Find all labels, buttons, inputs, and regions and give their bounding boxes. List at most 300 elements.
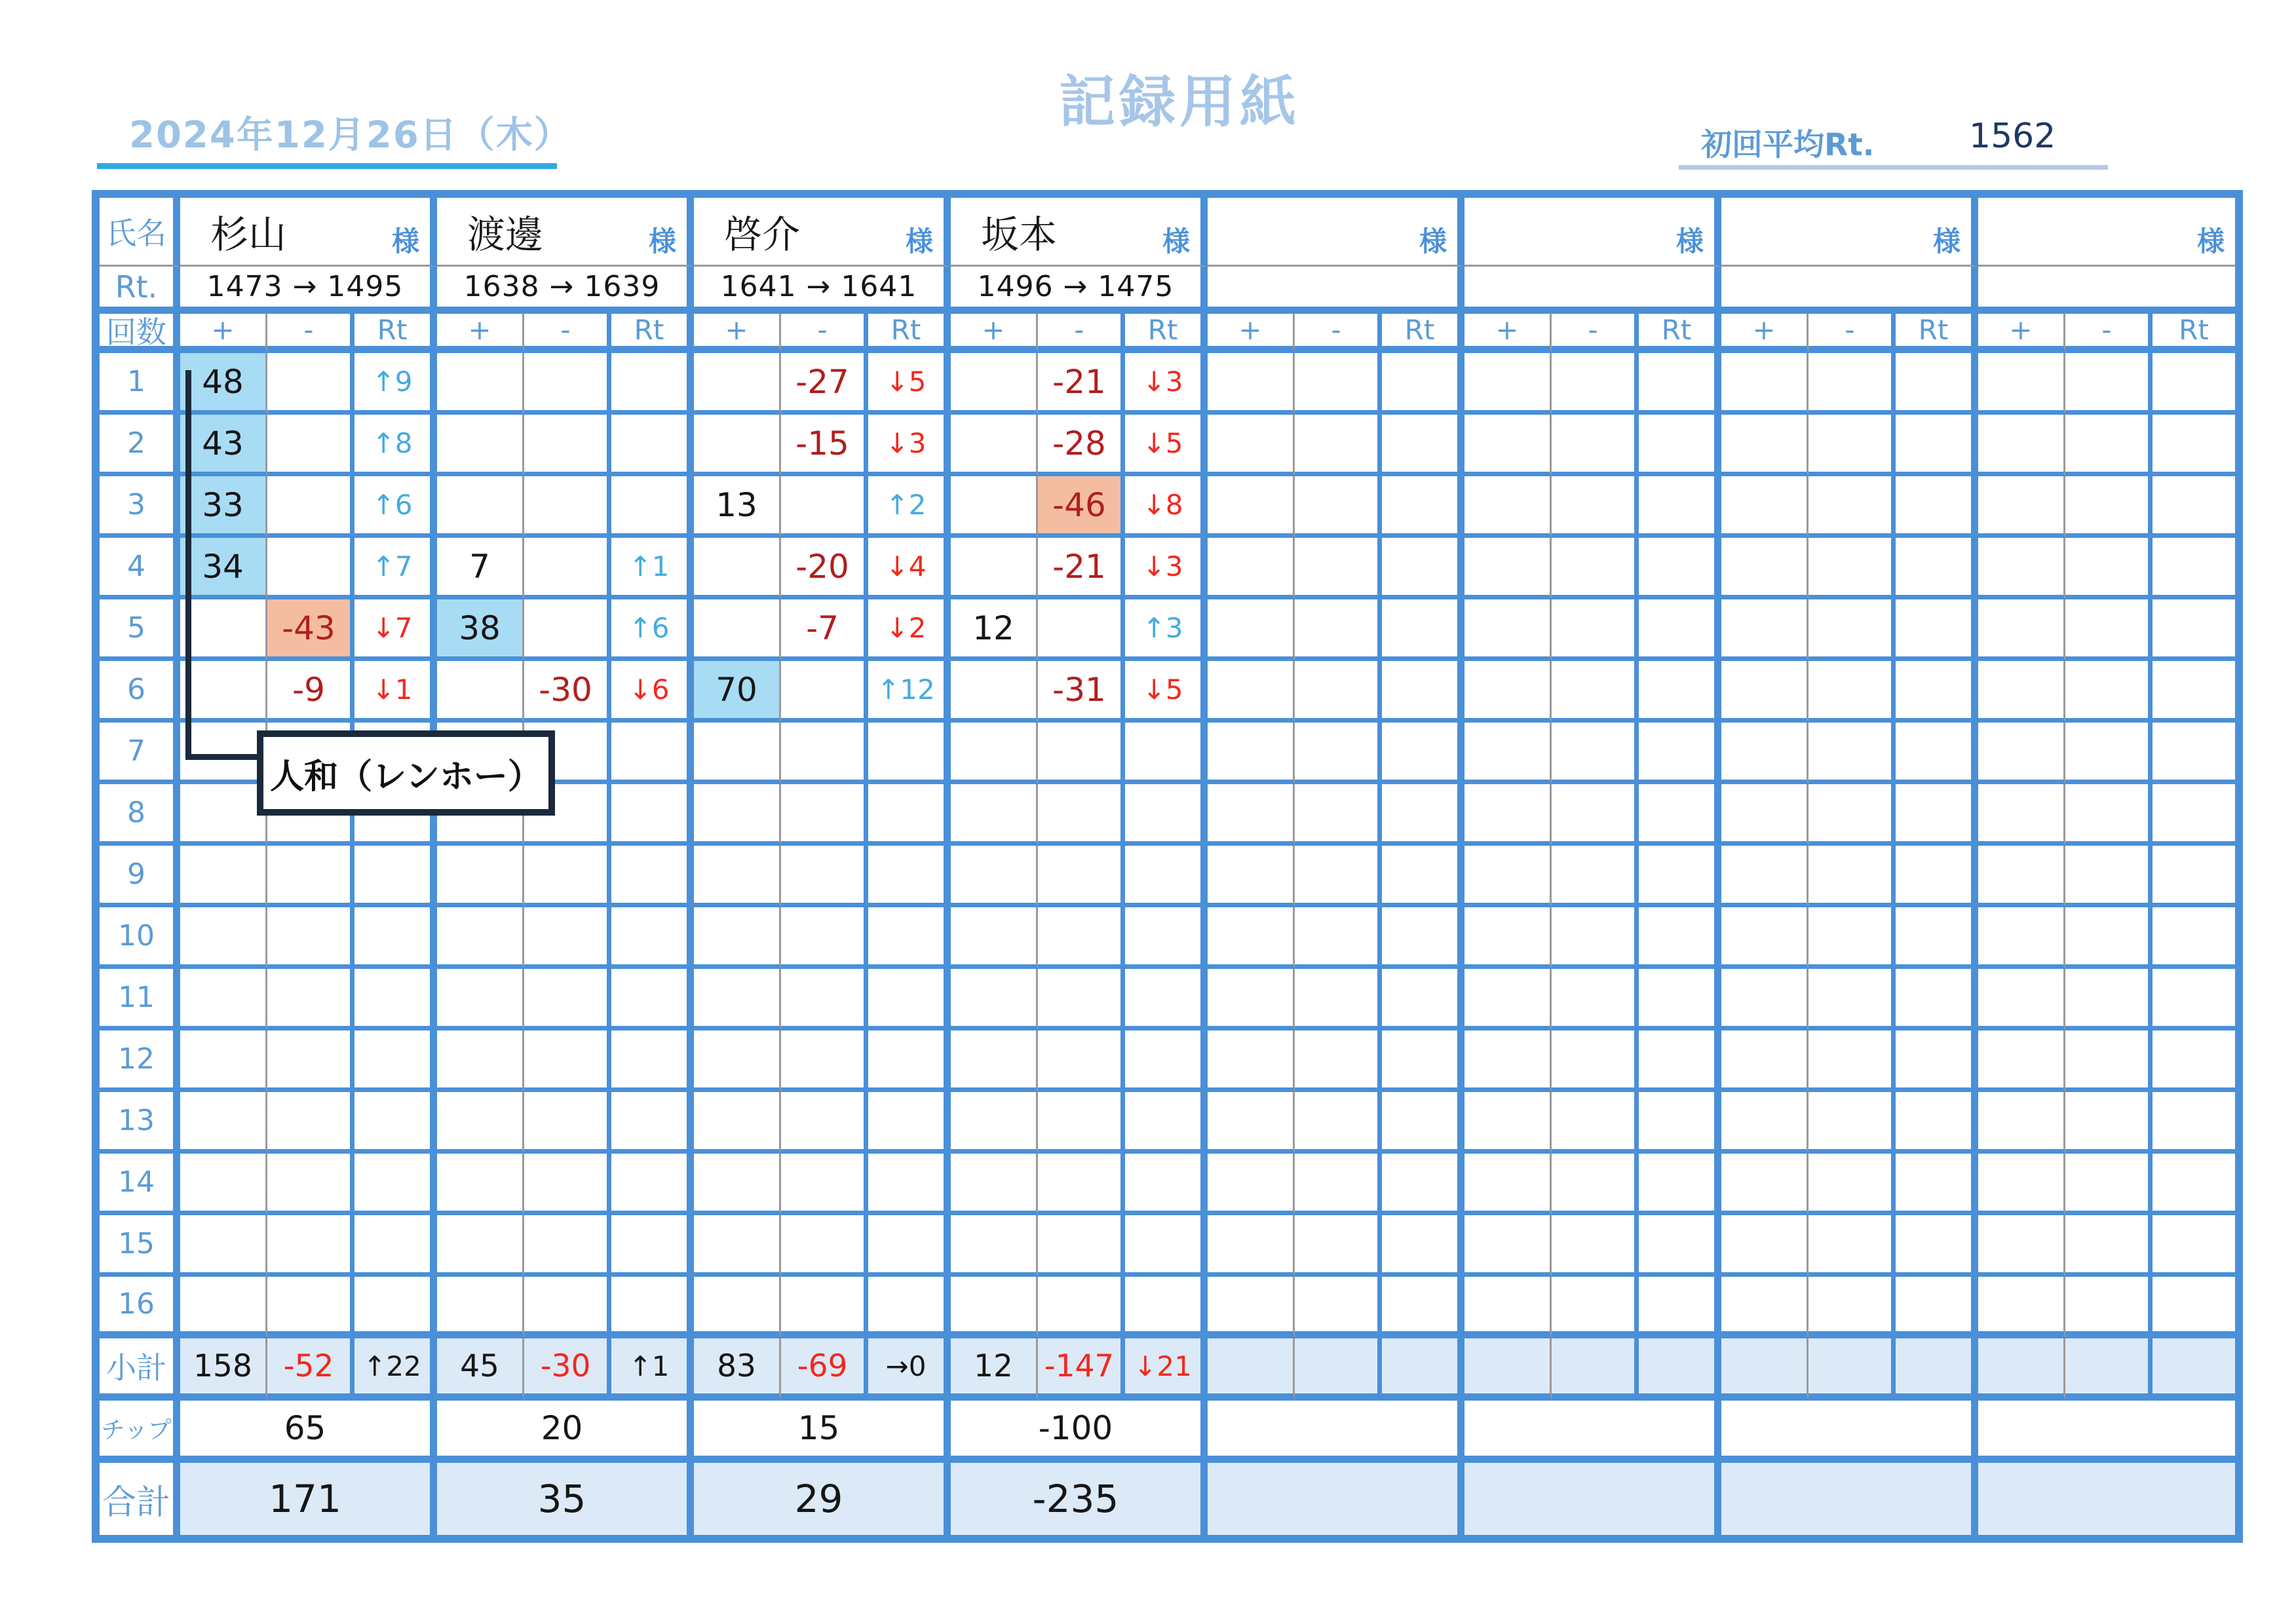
score-minus-r4-p6[interactable] [1552, 538, 1639, 599]
total-value-p2[interactable]: 35 [437, 1463, 694, 1535]
score-rt-r5-p7[interactable] [1896, 599, 1978, 661]
score-minus-r11-p4[interactable] [1038, 969, 1125, 1030]
score-minus-r16-p6[interactable] [1552, 1277, 1639, 1338]
score-rt-r11-p5[interactable] [1382, 969, 1464, 1030]
total-value-p6[interactable] [1464, 1463, 1721, 1535]
score-plus-r4-p7[interactable] [1721, 538, 1808, 599]
score-plus-r3-p4[interactable] [951, 476, 1038, 538]
score-rt-r1-p1[interactable]: ↑9 [354, 353, 437, 415]
score-minus-r11-p8[interactable] [2065, 969, 2152, 1030]
score-rt-r13-p8[interactable] [2152, 1092, 2235, 1154]
score-minus-r3-p3[interactable] [781, 476, 868, 538]
subtotal-plus-p5[interactable] [1208, 1338, 1295, 1401]
score-plus-r15-p7[interactable] [1721, 1215, 1808, 1277]
score-rt-r14-p7[interactable] [1896, 1154, 1978, 1215]
score-rt-r14-p4[interactable] [1125, 1154, 1208, 1215]
score-rt-r10-p3[interactable] [868, 907, 951, 969]
score-plus-r12-p5[interactable] [1208, 1030, 1295, 1092]
score-rt-r6-p3[interactable]: ↑12 [868, 661, 951, 723]
score-plus-r3-p1[interactable]: 33 [180, 476, 267, 538]
score-plus-r1-p8[interactable] [1978, 353, 2065, 415]
score-minus-r4-p5[interactable] [1295, 538, 1382, 599]
score-rt-r13-p4[interactable] [1125, 1092, 1208, 1154]
score-plus-r11-p3[interactable] [694, 969, 781, 1030]
score-plus-r7-p5[interactable] [1208, 723, 1295, 784]
score-plus-r3-p8[interactable] [1978, 476, 2065, 538]
score-plus-r12-p3[interactable] [694, 1030, 781, 1092]
score-minus-r11-p5[interactable] [1295, 969, 1382, 1030]
score-minus-r2-p7[interactable] [1808, 415, 1896, 476]
score-minus-r1-p3[interactable]: -27 [781, 353, 868, 415]
score-minus-r14-p1[interactable] [267, 1154, 354, 1215]
score-rt-r3-p3[interactable]: ↑2 [868, 476, 951, 538]
score-rt-r1-p5[interactable] [1382, 353, 1464, 415]
score-minus-r5-p3[interactable]: -7 [781, 599, 868, 661]
score-minus-r4-p3[interactable]: -20 [781, 538, 868, 599]
score-rt-r4-p8[interactable] [2152, 538, 2235, 599]
subtotal-minus-p1[interactable]: -52 [267, 1338, 354, 1401]
score-plus-r8-p6[interactable] [1464, 784, 1552, 846]
subtotal-plus-p3[interactable]: 83 [694, 1338, 781, 1401]
score-rt-r1-p3[interactable]: ↓5 [868, 353, 951, 415]
score-plus-r8-p7[interactable] [1721, 784, 1808, 846]
score-rt-r3-p6[interactable] [1639, 476, 1721, 538]
score-minus-r6-p1[interactable]: -9 [267, 661, 354, 723]
score-plus-r15-p4[interactable] [951, 1215, 1038, 1277]
score-minus-r2-p3[interactable]: -15 [781, 415, 868, 476]
score-minus-r8-p5[interactable] [1295, 784, 1382, 846]
player-rt-transition-4[interactable]: 1496 → 1475 [951, 267, 1208, 314]
score-minus-r7-p8[interactable] [2065, 723, 2152, 784]
score-minus-r12-p3[interactable] [781, 1030, 868, 1092]
score-plus-r12-p2[interactable] [437, 1030, 524, 1092]
score-minus-r13-p1[interactable] [267, 1092, 354, 1154]
score-plus-r6-p7[interactable] [1721, 661, 1808, 723]
subtotal-minus-p7[interactable] [1808, 1338, 1896, 1401]
score-minus-r13-p2[interactable] [524, 1092, 611, 1154]
score-plus-r1-p2[interactable] [437, 353, 524, 415]
score-minus-r15-p2[interactable] [524, 1215, 611, 1277]
score-minus-r10-p7[interactable] [1808, 907, 1896, 969]
score-plus-r15-p8[interactable] [1978, 1215, 2065, 1277]
score-plus-r9-p2[interactable] [437, 846, 524, 907]
score-plus-r10-p1[interactable] [180, 907, 267, 969]
score-plus-r3-p5[interactable] [1208, 476, 1295, 538]
score-minus-r7-p3[interactable] [781, 723, 868, 784]
score-rt-r14-p5[interactable] [1382, 1154, 1464, 1215]
score-plus-r16-p1[interactable] [180, 1277, 267, 1338]
score-rt-r2-p5[interactable] [1382, 415, 1464, 476]
score-minus-r6-p2[interactable]: -30 [524, 661, 611, 723]
score-minus-r6-p8[interactable] [2065, 661, 2152, 723]
score-plus-r5-p5[interactable] [1208, 599, 1295, 661]
score-plus-r16-p7[interactable] [1721, 1277, 1808, 1338]
score-minus-r11-p1[interactable] [267, 969, 354, 1030]
total-value-p3[interactable]: 29 [694, 1463, 951, 1535]
score-rt-r2-p8[interactable] [2152, 415, 2235, 476]
score-minus-r12-p2[interactable] [524, 1030, 611, 1092]
player-rt-transition-7[interactable] [1721, 267, 1978, 314]
score-rt-r6-p2[interactable]: ↓6 [611, 661, 694, 723]
score-minus-r9-p8[interactable] [2065, 846, 2152, 907]
score-minus-r4-p8[interactable] [2065, 538, 2152, 599]
score-rt-r8-p7[interactable] [1896, 784, 1978, 846]
subtotal-rt-p5[interactable] [1382, 1338, 1464, 1401]
score-plus-r16-p3[interactable] [694, 1277, 781, 1338]
score-minus-r3-p6[interactable] [1552, 476, 1639, 538]
score-minus-r12-p4[interactable] [1038, 1030, 1125, 1092]
score-plus-r2-p7[interactable] [1721, 415, 1808, 476]
score-plus-r13-p1[interactable] [180, 1092, 267, 1154]
score-rt-r8-p6[interactable] [1639, 784, 1721, 846]
score-rt-r15-p8[interactable] [2152, 1215, 2235, 1277]
score-minus-r3-p8[interactable] [2065, 476, 2152, 538]
score-rt-r6-p6[interactable] [1639, 661, 1721, 723]
score-rt-r10-p6[interactable] [1639, 907, 1721, 969]
score-minus-r12-p7[interactable] [1808, 1030, 1896, 1092]
score-plus-r9-p4[interactable] [951, 846, 1038, 907]
score-plus-r13-p6[interactable] [1464, 1092, 1552, 1154]
score-plus-r5-p8[interactable] [1978, 599, 2065, 661]
score-minus-r1-p5[interactable] [1295, 353, 1382, 415]
score-minus-r11-p7[interactable] [1808, 969, 1896, 1030]
total-value-p8[interactable] [1978, 1463, 2235, 1535]
score-minus-r13-p3[interactable] [781, 1092, 868, 1154]
score-rt-r9-p5[interactable] [1382, 846, 1464, 907]
score-minus-r7-p7[interactable] [1808, 723, 1896, 784]
score-rt-r4-p7[interactable] [1896, 538, 1978, 599]
score-minus-r3-p1[interactable] [267, 476, 354, 538]
score-plus-r5-p7[interactable] [1721, 599, 1808, 661]
subtotal-minus-p8[interactable] [2065, 1338, 2152, 1401]
score-rt-r12-p4[interactable] [1125, 1030, 1208, 1092]
score-minus-r2-p5[interactable] [1295, 415, 1382, 476]
score-rt-r3-p4[interactable]: ↓8 [1125, 476, 1208, 538]
score-minus-r8-p3[interactable] [781, 784, 868, 846]
score-rt-r13-p5[interactable] [1382, 1092, 1464, 1154]
score-rt-r7-p6[interactable] [1639, 723, 1721, 784]
score-plus-r12-p8[interactable] [1978, 1030, 2065, 1092]
score-rt-r15-p6[interactable] [1639, 1215, 1721, 1277]
score-rt-r4-p2[interactable]: ↑1 [611, 538, 694, 599]
subtotal-plus-p4[interactable]: 12 [951, 1338, 1038, 1401]
score-plus-r1-p7[interactable] [1721, 353, 1808, 415]
score-plus-r15-p2[interactable] [437, 1215, 524, 1277]
score-minus-r4-p1[interactable] [267, 538, 354, 599]
score-minus-r5-p8[interactable] [2065, 599, 2152, 661]
score-rt-r5-p8[interactable] [2152, 599, 2235, 661]
score-minus-r1-p2[interactable] [524, 353, 611, 415]
score-minus-r15-p6[interactable] [1552, 1215, 1639, 1277]
score-plus-r13-p7[interactable] [1721, 1092, 1808, 1154]
subtotal-minus-p4[interactable]: -147 [1038, 1338, 1125, 1401]
score-plus-r13-p8[interactable] [1978, 1092, 2065, 1154]
subtotal-plus-p6[interactable] [1464, 1338, 1552, 1401]
score-minus-r15-p7[interactable] [1808, 1215, 1896, 1277]
score-minus-r16-p4[interactable] [1038, 1277, 1125, 1338]
subtotal-plus-p7[interactable] [1721, 1338, 1808, 1401]
score-minus-r12-p8[interactable] [2065, 1030, 2152, 1092]
score-minus-r2-p1[interactable] [267, 415, 354, 476]
score-minus-r9-p2[interactable] [524, 846, 611, 907]
score-rt-r12-p3[interactable] [868, 1030, 951, 1092]
player-rt-transition-2[interactable]: 1638 → 1639 [437, 267, 694, 314]
score-rt-r5-p4[interactable]: ↑3 [1125, 599, 1208, 661]
score-plus-r2-p8[interactable] [1978, 415, 2065, 476]
subtotal-plus-p2[interactable]: 45 [437, 1338, 524, 1401]
score-plus-r16-p2[interactable] [437, 1277, 524, 1338]
score-plus-r1-p5[interactable] [1208, 353, 1295, 415]
score-rt-r9-p3[interactable] [868, 846, 951, 907]
score-minus-r1-p6[interactable] [1552, 353, 1639, 415]
score-plus-r9-p3[interactable] [694, 846, 781, 907]
chip-value-p4[interactable]: -100 [951, 1401, 1208, 1463]
score-minus-r2-p2[interactable] [524, 415, 611, 476]
score-plus-r1-p4[interactable] [951, 353, 1038, 415]
score-minus-r10-p6[interactable] [1552, 907, 1639, 969]
score-plus-r5-p6[interactable] [1464, 599, 1552, 661]
subtotal-plus-p8[interactable] [1978, 1338, 2065, 1401]
score-rt-r14-p1[interactable] [354, 1154, 437, 1215]
score-plus-r12-p4[interactable] [951, 1030, 1038, 1092]
score-plus-r16-p6[interactable] [1464, 1277, 1552, 1338]
player-rt-transition-6[interactable] [1464, 267, 1721, 314]
score-minus-r10-p8[interactable] [2065, 907, 2152, 969]
score-minus-r10-p5[interactable] [1295, 907, 1382, 969]
chip-value-p7[interactable] [1721, 1401, 1978, 1463]
score-rt-r9-p7[interactable] [1896, 846, 1978, 907]
total-value-p5[interactable] [1208, 1463, 1464, 1535]
score-rt-r7-p7[interactable] [1896, 723, 1978, 784]
score-rt-r16-p7[interactable] [1896, 1277, 1978, 1338]
score-rt-r9-p2[interactable] [611, 846, 694, 907]
score-plus-r13-p5[interactable] [1208, 1092, 1295, 1154]
player-name-cell-4[interactable] [951, 198, 1208, 267]
score-plus-r13-p4[interactable] [951, 1092, 1038, 1154]
subtotal-rt-p6[interactable] [1639, 1338, 1721, 1401]
score-rt-r10-p5[interactable] [1382, 907, 1464, 969]
score-rt-r9-p4[interactable] [1125, 846, 1208, 907]
score-rt-r14-p8[interactable] [2152, 1154, 2235, 1215]
player-rt-transition-8[interactable] [1978, 267, 2235, 314]
score-minus-r5-p7[interactable] [1808, 599, 1896, 661]
score-plus-r6-p8[interactable] [1978, 661, 2065, 723]
score-plus-r4-p8[interactable] [1978, 538, 2065, 599]
score-minus-r7-p4[interactable] [1038, 723, 1125, 784]
score-plus-r9-p6[interactable] [1464, 846, 1552, 907]
score-rt-r15-p7[interactable] [1896, 1215, 1978, 1277]
score-minus-r16-p7[interactable] [1808, 1277, 1896, 1338]
score-rt-r7-p2[interactable] [611, 723, 694, 784]
score-plus-r3-p2[interactable] [437, 476, 524, 538]
score-minus-r13-p7[interactable] [1808, 1092, 1896, 1154]
score-rt-r14-p6[interactable] [1639, 1154, 1721, 1215]
score-minus-r1-p4[interactable]: -21 [1038, 353, 1125, 415]
score-rt-r15-p5[interactable] [1382, 1215, 1464, 1277]
score-rt-r8-p5[interactable] [1382, 784, 1464, 846]
score-rt-r3-p5[interactable] [1382, 476, 1464, 538]
score-rt-r16-p8[interactable] [2152, 1277, 2235, 1338]
score-plus-r14-p2[interactable] [437, 1154, 524, 1215]
score-plus-r4-p1[interactable]: 34 [180, 538, 267, 599]
score-plus-r11-p7[interactable] [1721, 969, 1808, 1030]
score-rt-r1-p4[interactable]: ↓3 [1125, 353, 1208, 415]
score-minus-r3-p2[interactable] [524, 476, 611, 538]
score-plus-r6-p5[interactable] [1208, 661, 1295, 723]
score-plus-r6-p6[interactable] [1464, 661, 1552, 723]
score-rt-r4-p6[interactable] [1639, 538, 1721, 599]
score-plus-r5-p2[interactable]: 38 [437, 599, 524, 661]
score-plus-r2-p5[interactable] [1208, 415, 1295, 476]
score-minus-r11-p3[interactable] [781, 969, 868, 1030]
score-minus-r16-p5[interactable] [1295, 1277, 1382, 1338]
score-minus-r11-p6[interactable] [1552, 969, 1639, 1030]
score-minus-r10-p1[interactable] [267, 907, 354, 969]
player-rt-transition-1[interactable]: 1473 → 1495 [180, 267, 437, 314]
score-rt-r11-p2[interactable] [611, 969, 694, 1030]
score-rt-r1-p2[interactable] [611, 353, 694, 415]
score-minus-r14-p4[interactable] [1038, 1154, 1125, 1215]
chip-value-p3[interactable]: 15 [694, 1401, 951, 1463]
score-rt-r3-p8[interactable] [2152, 476, 2235, 538]
score-minus-r3-p7[interactable] [1808, 476, 1896, 538]
score-plus-r11-p5[interactable] [1208, 969, 1295, 1030]
score-rt-r13-p1[interactable] [354, 1092, 437, 1154]
chip-value-p8[interactable] [1978, 1401, 2235, 1463]
total-value-p4[interactable]: -235 [951, 1463, 1208, 1535]
score-rt-r16-p4[interactable] [1125, 1277, 1208, 1338]
score-rt-r5-p2[interactable]: ↑6 [611, 599, 694, 661]
score-rt-r11-p7[interactable] [1896, 969, 1978, 1030]
score-plus-r8-p4[interactable] [951, 784, 1038, 846]
score-minus-r10-p2[interactable] [524, 907, 611, 969]
score-rt-r1-p8[interactable] [2152, 353, 2235, 415]
score-rt-r12-p1[interactable] [354, 1030, 437, 1092]
score-plus-r4-p2[interactable]: 7 [437, 538, 524, 599]
score-minus-r1-p8[interactable] [2065, 353, 2152, 415]
player-name-cell-2[interactable] [437, 198, 694, 267]
score-plus-r10-p5[interactable] [1208, 907, 1295, 969]
subtotal-rt-p1[interactable]: ↑22 [354, 1338, 437, 1401]
score-plus-r8-p3[interactable] [694, 784, 781, 846]
score-plus-r15-p6[interactable] [1464, 1215, 1552, 1277]
score-minus-r3-p4[interactable]: -46 [1038, 476, 1125, 538]
score-plus-r3-p3[interactable]: 13 [694, 476, 781, 538]
subtotal-rt-p4[interactable]: ↓21 [1125, 1338, 1208, 1401]
score-rt-r13-p3[interactable] [868, 1092, 951, 1154]
score-plus-r8-p5[interactable] [1208, 784, 1295, 846]
score-minus-r6-p6[interactable] [1552, 661, 1639, 723]
score-minus-r13-p5[interactable] [1295, 1092, 1382, 1154]
score-rt-r2-p1[interactable]: ↑8 [354, 415, 437, 476]
score-rt-r11-p6[interactable] [1639, 969, 1721, 1030]
subtotal-rt-p2[interactable]: ↑1 [611, 1338, 694, 1401]
score-plus-r14-p6[interactable] [1464, 1154, 1552, 1215]
score-minus-r4-p4[interactable]: -21 [1038, 538, 1125, 599]
score-rt-r1-p7[interactable] [1896, 353, 1978, 415]
score-plus-r4-p5[interactable] [1208, 538, 1295, 599]
score-rt-r13-p2[interactable] [611, 1092, 694, 1154]
score-plus-r1-p6[interactable] [1464, 353, 1552, 415]
score-minus-r13-p8[interactable] [2065, 1092, 2152, 1154]
score-minus-r5-p6[interactable] [1552, 599, 1639, 661]
score-rt-r4-p3[interactable]: ↓4 [868, 538, 951, 599]
score-plus-r6-p1[interactable] [180, 661, 267, 723]
score-plus-r12-p7[interactable] [1721, 1030, 1808, 1092]
score-plus-r14-p3[interactable] [694, 1154, 781, 1215]
score-plus-r10-p7[interactable] [1721, 907, 1808, 969]
subtotal-minus-p5[interactable] [1295, 1338, 1382, 1401]
score-minus-r16-p1[interactable] [267, 1277, 354, 1338]
score-plus-r11-p6[interactable] [1464, 969, 1552, 1030]
score-minus-r9-p1[interactable] [267, 846, 354, 907]
score-rt-r11-p4[interactable] [1125, 969, 1208, 1030]
player-name-cell-5[interactable] [1208, 198, 1464, 267]
score-minus-r14-p3[interactable] [781, 1154, 868, 1215]
score-minus-r16-p2[interactable] [524, 1277, 611, 1338]
score-rt-r16-p5[interactable] [1382, 1277, 1464, 1338]
score-plus-r10-p6[interactable] [1464, 907, 1552, 969]
score-minus-r15-p5[interactable] [1295, 1215, 1382, 1277]
score-minus-r12-p5[interactable] [1295, 1030, 1382, 1092]
score-rt-r10-p7[interactable] [1896, 907, 1978, 969]
total-value-p7[interactable] [1721, 1463, 1978, 1535]
score-rt-r12-p6[interactable] [1639, 1030, 1721, 1092]
score-rt-r11-p3[interactable] [868, 969, 951, 1030]
score-plus-r9-p1[interactable] [180, 846, 267, 907]
score-rt-r14-p2[interactable] [611, 1154, 694, 1215]
score-plus-r12-p1[interactable] [180, 1030, 267, 1092]
score-plus-r8-p1[interactable] [180, 784, 267, 846]
score-rt-r5-p3[interactable]: ↓2 [868, 599, 951, 661]
score-plus-r3-p7[interactable] [1721, 476, 1808, 538]
score-minus-r8-p7[interactable] [1808, 784, 1896, 846]
score-plus-r11-p4[interactable] [951, 969, 1038, 1030]
score-minus-r6-p5[interactable] [1295, 661, 1382, 723]
score-plus-r9-p8[interactable] [1978, 846, 2065, 907]
total-value-p1[interactable]: 171 [180, 1463, 437, 1535]
score-plus-r9-p5[interactable] [1208, 846, 1295, 907]
score-minus-r7-p6[interactable] [1552, 723, 1639, 784]
score-rt-r15-p4[interactable] [1125, 1215, 1208, 1277]
score-rt-r10-p2[interactable] [611, 907, 694, 969]
score-rt-r7-p3[interactable] [868, 723, 951, 784]
score-minus-r14-p2[interactable] [524, 1154, 611, 1215]
score-rt-r5-p5[interactable] [1382, 599, 1464, 661]
score-rt-r7-p4[interactable] [1125, 723, 1208, 784]
score-minus-r13-p4[interactable] [1038, 1092, 1125, 1154]
score-minus-r15-p1[interactable] [267, 1215, 354, 1277]
score-rt-r8-p4[interactable] [1125, 784, 1208, 846]
score-rt-r13-p6[interactable] [1639, 1092, 1721, 1154]
score-minus-r9-p5[interactable] [1295, 846, 1382, 907]
subtotal-rt-p8[interactable] [2152, 1338, 2235, 1401]
score-plus-r7-p7[interactable] [1721, 723, 1808, 784]
score-plus-r16-p4[interactable] [951, 1277, 1038, 1338]
score-rt-r5-p6[interactable] [1639, 599, 1721, 661]
score-plus-r9-p7[interactable] [1721, 846, 1808, 907]
score-minus-r14-p7[interactable] [1808, 1154, 1896, 1215]
score-plus-r11-p2[interactable] [437, 969, 524, 1030]
score-plus-r2-p6[interactable] [1464, 415, 1552, 476]
score-rt-r3-p2[interactable] [611, 476, 694, 538]
subtotal-minus-p2[interactable]: -30 [524, 1338, 611, 1401]
score-minus-r9-p3[interactable] [781, 846, 868, 907]
score-rt-r9-p6[interactable] [1639, 846, 1721, 907]
score-rt-r6-p7[interactable] [1896, 661, 1978, 723]
score-rt-r2-p2[interactable] [611, 415, 694, 476]
score-plus-r10-p3[interactable] [694, 907, 781, 969]
